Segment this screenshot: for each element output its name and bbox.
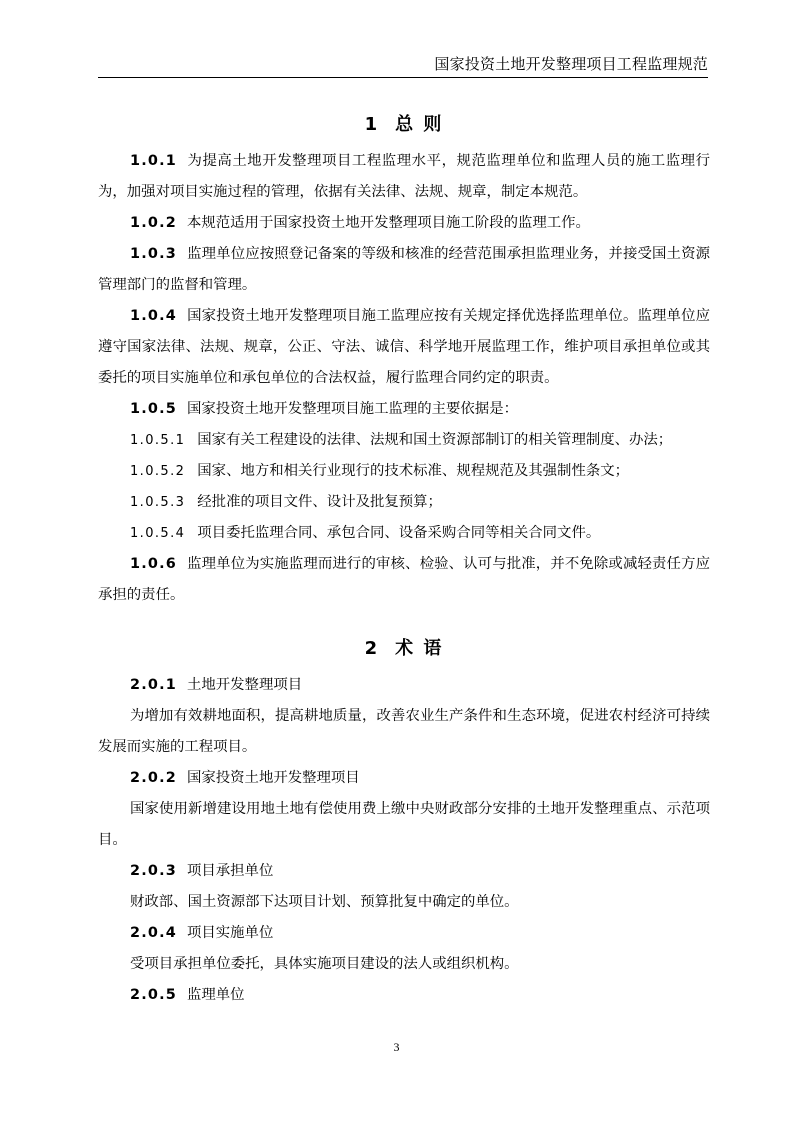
clause-number: 1.0.4 — [130, 308, 177, 324]
term-heading — [98, 856, 710, 887]
subclause-text: 经批准的项目文件、设计及批复预算； — [197, 494, 442, 510]
subclause-paragraph — [98, 425, 710, 456]
clause-text: 国家投资土地开发整理项目施工监理的主要依据是： — [186, 401, 518, 417]
clause-paragraph — [98, 239, 710, 301]
clause-number: 2.0.3 — [130, 863, 177, 879]
term-heading — [98, 918, 710, 949]
subclause-number: 1.0.5.4 — [130, 526, 186, 541]
clause-paragraph — [98, 549, 710, 611]
subclause-text: 国家、地方和相关行业现行的技术标准、规程规范及其强制性条文； — [197, 463, 630, 479]
clause-number: 1.0.1 — [130, 153, 177, 169]
clause-paragraph — [98, 208, 710, 239]
clause-number: 2.0.4 — [130, 925, 177, 941]
section-title: 术 语 — [395, 638, 444, 659]
term-name: 土地开发整理项目 — [186, 677, 303, 693]
term-definition: 为增加有效耕地面积，提高耕地质量，改善农业生产条件和生态环境，促进农村经济可持续发展而实施的工程项目。 — [98, 708, 710, 755]
clause-text: 国家投资土地开发整理项目施工监理应按有关规定择优选择监理单位。监理单位应遵守国家法律、法规、规章，公正、守法、诚信、科学地开展监理工作，维护项目承担单位或其委托的项目实施单位和承包单位的合法权益，履行监理合同约定的职责。 — [98, 308, 710, 386]
term-heading — [98, 670, 710, 701]
term-name: 监理单位 — [186, 987, 245, 1003]
subclause-text: 国家有关工程建设的法律、法规和国土资源部制订的相关管理制度、办法； — [197, 432, 673, 448]
section-heading-general — [98, 104, 710, 146]
subclause-text: 项目委托监理合同、承包合同、设备采购合同等相关合同文件。 — [197, 525, 601, 541]
term-definition: 受项目承担单位委托，具体实施项目建设的法人或组织机构。 — [130, 956, 519, 972]
clause-number: 1.0.6 — [130, 556, 177, 572]
subclause-number: 1.0.5.1 — [130, 433, 186, 448]
clause-paragraph — [98, 301, 710, 394]
clause-text: 监理单位为实施监理而进行的审核、检验、认可与批准，并不免除或减轻责任方应承担的责任。 — [98, 556, 710, 603]
subclause-paragraph — [98, 456, 710, 487]
clause-number: 2.0.1 — [130, 677, 177, 693]
document-body — [98, 104, 710, 1011]
clause-number: 1.0.3 — [130, 246, 177, 262]
subclause-paragraph — [98, 518, 710, 549]
term-name: 国家投资土地开发整理项目 — [186, 770, 360, 786]
clause-paragraph — [98, 394, 710, 425]
clause-text: 本规范适用于国家投资土地开发整理项目施工阶段的监理工作。 — [186, 215, 590, 231]
clause-text: 为提高土地开发整理项目工程监理水平，规范监理单位和监理人员的施工监理行为，加强对项目实施过程的管理，依据有关法律、法规、规章，制定本规范。 — [98, 153, 710, 200]
clause-number: 1.0.5 — [130, 401, 177, 417]
clause-text: 监理单位应按照登记备案的等级和核准的经营范围承担监理业务，并接受国土资源管理部门的监督和管理。 — [98, 246, 710, 293]
term-definition: 国家使用新增建设用地土地有偿使用费上缴中央财政部分安排的土地开发整理重点、示范项目。 — [98, 801, 710, 848]
clause-paragraph — [98, 146, 710, 208]
clause-number: 2.0.2 — [130, 770, 177, 786]
header-rule — [98, 77, 708, 78]
clause-number: 1.0.2 — [130, 215, 177, 231]
term-heading — [98, 763, 710, 794]
subclause-paragraph — [98, 487, 710, 518]
subclause-number: 1.0.5.3 — [130, 495, 186, 510]
subclause-number: 1.0.5.2 — [130, 464, 186, 479]
term-heading — [98, 980, 710, 1011]
page-number: 3 — [393, 1040, 400, 1054]
term-name: 项目实施单位 — [186, 925, 274, 941]
section-number: 1 — [364, 114, 380, 135]
section-title: 总 则 — [395, 114, 444, 135]
clause-number: 2.0.5 — [130, 987, 177, 1003]
section-heading-terms — [98, 628, 710, 670]
term-definition: 财政部、国土资源部下达项目计划、预算批复中确定的单位。 — [130, 894, 519, 910]
running-header: 国家投资土地开发整理项目工程监理规范 — [434, 55, 708, 73]
section-number: 2 — [364, 638, 380, 659]
term-name: 项目承担单位 — [186, 863, 274, 879]
